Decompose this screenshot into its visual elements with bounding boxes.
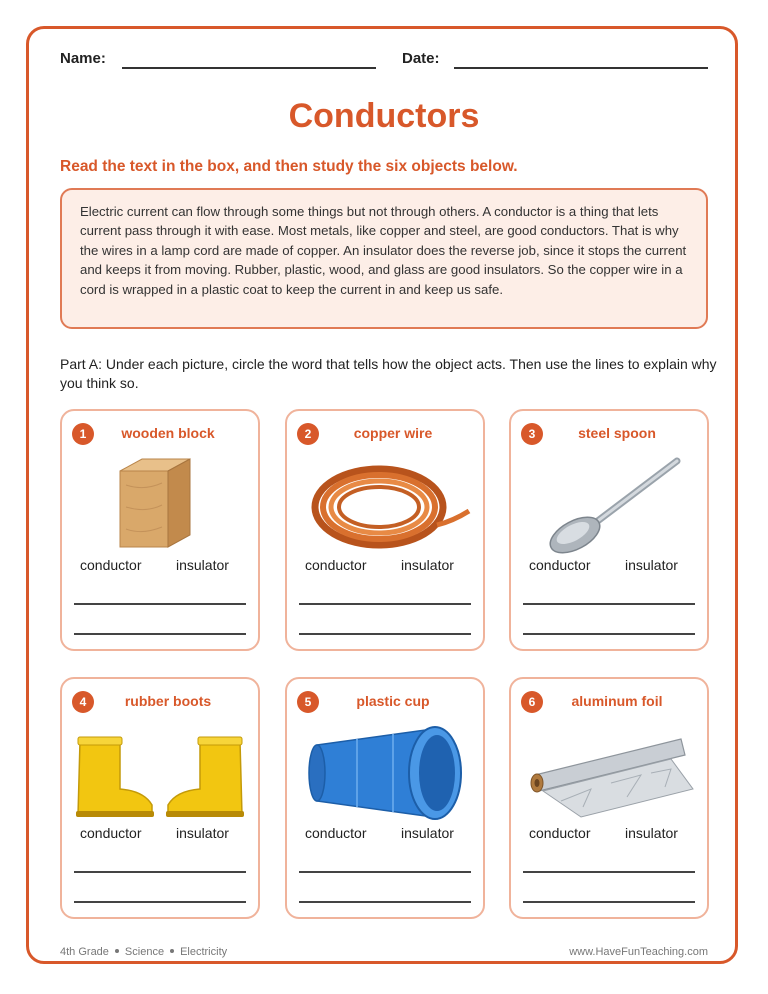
name-field-line[interactable] bbox=[122, 67, 376, 69]
choice-conductor[interactable]: conductor bbox=[305, 825, 367, 841]
choice-insulator[interactable]: insulator bbox=[625, 557, 678, 573]
card-title: copper wire bbox=[353, 425, 433, 441]
footer-topic: Electricity bbox=[180, 946, 228, 958]
footer-website[interactable]: www.HaveFunTeaching.com bbox=[569, 946, 708, 958]
card-title: wooden block bbox=[121, 425, 215, 441]
separator-dot bbox=[115, 949, 119, 953]
object-card-4 bbox=[60, 677, 260, 919]
wooden-block-icon bbox=[72, 451, 248, 555]
card-number-badge: 1 bbox=[72, 423, 94, 445]
separator-dot bbox=[170, 949, 174, 953]
instruction-text: Read the text in the box, and then study the six objects below. bbox=[60, 158, 518, 175]
aluminum-foil-icon bbox=[521, 719, 697, 823]
footer-breadcrumb bbox=[60, 946, 227, 958]
answer-line[interactable] bbox=[299, 901, 471, 903]
choice-insulator[interactable]: insulator bbox=[176, 557, 229, 573]
choice-conductor[interactable]: conductor bbox=[80, 825, 142, 841]
answer-line[interactable] bbox=[299, 633, 471, 635]
date-field-line[interactable] bbox=[454, 67, 708, 69]
steel-spoon-icon bbox=[521, 451, 697, 555]
object-card-6 bbox=[509, 677, 709, 919]
choice-insulator[interactable]: insulator bbox=[401, 557, 454, 573]
object-card-3 bbox=[509, 409, 709, 651]
choice-insulator[interactable]: insulator bbox=[625, 825, 678, 841]
object-card-2 bbox=[285, 409, 485, 651]
object-card-5 bbox=[285, 677, 485, 919]
answer-line[interactable] bbox=[74, 901, 246, 903]
page-title: Conductors bbox=[288, 97, 480, 135]
card-title: steel spoon bbox=[578, 425, 656, 441]
card-number-badge: 5 bbox=[297, 691, 319, 713]
date-label: Date: bbox=[402, 50, 440, 67]
choice-conductor[interactable]: conductor bbox=[529, 557, 591, 573]
name-label: Name: bbox=[60, 50, 106, 67]
choice-conductor[interactable]: conductor bbox=[529, 825, 591, 841]
card-title: plastic cup bbox=[356, 693, 430, 709]
choice-conductor[interactable]: conductor bbox=[80, 557, 142, 573]
choice-insulator[interactable]: insulator bbox=[176, 825, 229, 841]
answer-line[interactable] bbox=[523, 633, 695, 635]
choice-insulator[interactable]: insulator bbox=[401, 825, 454, 841]
footer-subject: Science bbox=[124, 946, 165, 958]
card-number-badge: 3 bbox=[521, 423, 543, 445]
answer-line[interactable] bbox=[523, 901, 695, 903]
object-card-1 bbox=[60, 409, 260, 651]
plastic-cup-icon bbox=[297, 719, 473, 823]
reading-passage: Electric current can flow through some things but not through others. A conductor is a thing that lets current pass through it with ease. Most metals, like copper and steel, are good conductors. That is why the wires in a lamp cord are made of copper. An insulator does the reverse job, since it stops the current and keeps it from moving. Rubber, plastic, wood, and glass are good insulators. So the copper wire in a cord is wrapped in a plastic coat to keep the current in and keep us safe. bbox=[80, 204, 687, 297]
copper-wire-icon bbox=[297, 451, 473, 555]
answer-line[interactable] bbox=[299, 603, 471, 605]
rubber-boots-icon bbox=[72, 719, 248, 823]
answer-line[interactable] bbox=[299, 871, 471, 873]
answer-line[interactable] bbox=[74, 603, 246, 605]
card-title: rubber boots bbox=[124, 693, 212, 709]
card-title: aluminum foil bbox=[571, 693, 663, 709]
answer-line[interactable] bbox=[74, 871, 246, 873]
choice-conductor[interactable]: conductor bbox=[305, 557, 367, 573]
answer-line[interactable] bbox=[74, 633, 246, 635]
answer-line[interactable] bbox=[523, 603, 695, 605]
card-number-badge: 4 bbox=[72, 691, 94, 713]
reading-passage-box bbox=[60, 188, 708, 329]
part-a-instructions: Part A: Under each picture, circle the word that tells how the object acts. Then use the lines to explain why you think so. bbox=[60, 356, 717, 391]
card-number-badge: 6 bbox=[521, 691, 543, 713]
answer-line[interactable] bbox=[523, 871, 695, 873]
footer-grade: 4th Grade bbox=[60, 946, 109, 958]
card-number-badge: 2 bbox=[297, 423, 319, 445]
